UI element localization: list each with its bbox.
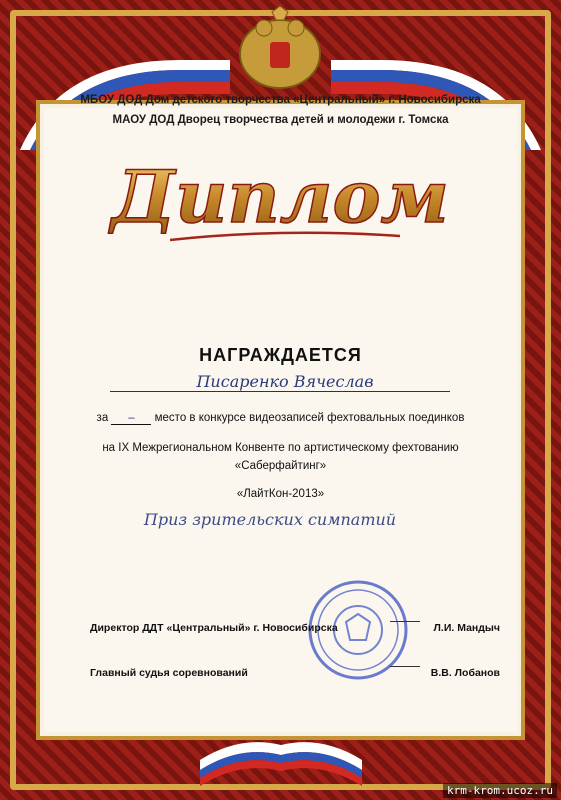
award-heading: НАГРАЖДАЕТСЯ [199, 345, 362, 365]
event-line: на IX Межрегиональном Конвенте по артистическому фехтованию [102, 442, 459, 454]
signature-name: Л.И. Мандыч [433, 622, 500, 634]
site-watermark: krm-krom.ucoz.ru [443, 783, 557, 798]
organizer-line-1: МБОУ ДОД Дом детского творчества «Центральный» г. Новосибирска [80, 94, 481, 106]
diploma-title [111, 140, 449, 250]
organizer-line-2: МАОУ ДОД Дворец творчества детей и молодежи г. Томска [112, 114, 449, 126]
double-headed-eagle-icon [236, 6, 324, 92]
event-name: «Саберфайтинг» [234, 460, 327, 472]
recipient-name: Писаренко Вячеслав [196, 372, 374, 391]
event-edition: «ЛайтКон-2013» [236, 488, 325, 500]
recipient-underline [110, 391, 450, 392]
signature-name: В.В. Лобанов [430, 667, 500, 679]
svg-text:Диплом: Диплом [111, 154, 449, 239]
place-value: – [111, 412, 151, 425]
place-prefix: за [96, 412, 109, 424]
signature-role: Главный судья соревнований [90, 667, 248, 679]
place-suffix: место в конкурсе видеозаписей фехтовальных поединков [154, 412, 465, 424]
signature-role: Директор ДДТ «Центральный» г. Новосибирска [90, 622, 338, 634]
place-line [0, 412, 561, 425]
special-prize: Приз зрительских симпатий [143, 510, 397, 529]
